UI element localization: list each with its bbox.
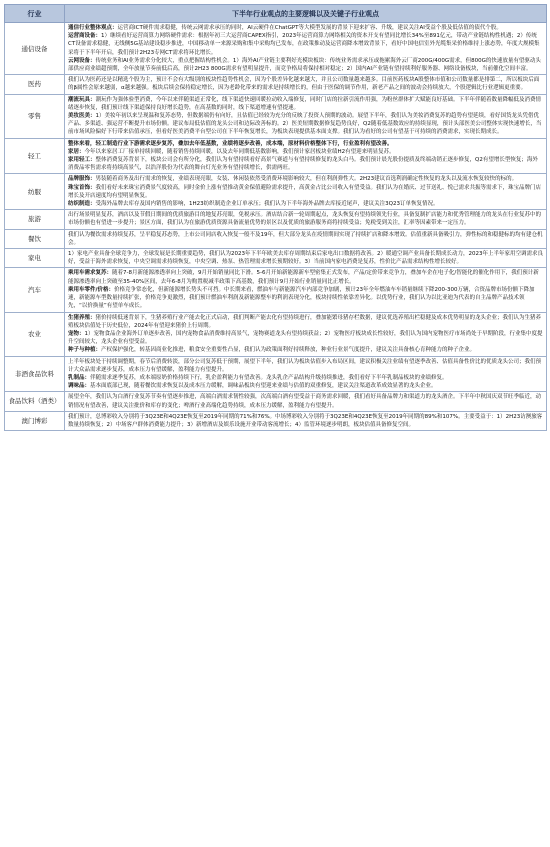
industry-cell: 非酒食品饮料 xyxy=(5,356,65,392)
paragraph-label: 潮流玩具： xyxy=(68,96,96,103)
view-paragraph xyxy=(68,184,543,200)
view-paragraph xyxy=(68,24,543,32)
industry-cell: 澳门博彩 xyxy=(5,411,65,430)
view-paragraph xyxy=(68,148,543,156)
paragraph-text: 我们认为医药还是以精选个股为主，预计不会有大级别的板块性趋势性机会，因为个股差异化越来越大，并且公司数量越来越多。目前医药板块A股整体市值和公司数量都是排第二，所以板块后面的β属性会原来越弱，α越来越强。板块后续会保持稳定增长，因为老龄化带来的需求是持续增长的，但由于医保的调节作用，新老产品之间的波动会持续放大，个股逻辑比行业逻辑更重要。 xyxy=(68,77,540,92)
view-paragraph xyxy=(68,32,543,57)
table-row xyxy=(5,229,547,248)
industry-cell: 轻工 xyxy=(5,138,65,174)
view-paragraph xyxy=(68,211,543,227)
table-row xyxy=(5,138,547,174)
paragraph-text: 潮玩作为强体验型消费，今年以来伴随渠道正常化，线下渠道快速回暖拉动收入端修复，同时门店的拉新引流作用强，为粉丝群体扩大赋能良好基础。下半年伴随着数量降幅低及消费情绪逐步恢复，我们预计线下渠道保持良好增长趋势，在高基数的同时，线下渠道增速有望提速。 xyxy=(68,96,542,111)
view-paragraph xyxy=(68,314,543,330)
table-row xyxy=(5,210,547,229)
paragraph-text: 基本面底部已现，随着餐饮需求恢复以及成本压力缓解，调味品板块有望迎来业绩与估值的双重修复，建议关注渠道改革成效显著的龙头企业。 xyxy=(90,383,437,390)
table-header-row xyxy=(5,5,547,23)
view-paragraph xyxy=(68,140,543,148)
view-cell xyxy=(65,23,547,75)
header-view: 下半年行业观点的主要逻辑以及关键子行业观点 xyxy=(65,5,547,23)
view-paragraph xyxy=(68,250,543,266)
paragraph-text: 随着7-8月新能源渗透率向上突破，9月开始销量同比下滑。5-6月开始新能源新车型密集正式发布，产品/定价带来竞争力，叠加车企在电子化/智能化的催化作用下，我们预计新能源渗透率向上突破至35-40%区间，去年6-8月为购置税减半政策下高基数，我们预计9月开始行业销量同比正增长。 xyxy=(68,270,539,285)
paragraph-label: 美妆医美： xyxy=(68,113,96,120)
paragraph-label: 纺织制造： xyxy=(68,201,96,208)
view-cell xyxy=(65,210,547,229)
view-paragraph xyxy=(68,269,543,285)
paragraph-text: 产权保护强化，转基因商业化推进，粮食安全重要性凸显，我们认为政策面利好持续释放，种业行业景气度提升，建议关注具备核心育种能力的种子企业。 xyxy=(101,347,476,354)
industry-cell: 旅游 xyxy=(5,210,65,229)
paragraph-label: 云网设备： xyxy=(68,57,96,64)
industry-cell: 食品饮料（酒类） xyxy=(5,392,65,411)
view-paragraph xyxy=(68,393,543,409)
view-cell xyxy=(65,268,547,312)
industry-cell: 汽车 xyxy=(5,268,65,312)
industry-cell: 农业 xyxy=(5,312,65,356)
paragraph-text: 受海外品牌去库存及国内销售的影响，1H23纺织制造企业订单承压；我们认为下半年海外品牌去库接近尾声，建议关注3Q23订单恢复情况。 xyxy=(95,201,439,208)
table-row xyxy=(5,94,547,138)
table-row xyxy=(5,268,547,312)
view-cell xyxy=(65,356,547,392)
view-cell xyxy=(65,138,547,174)
view-paragraph xyxy=(68,76,543,92)
view-paragraph xyxy=(68,330,543,346)
paragraph-text: 男装随着商务及出行需求的恢复，业绩表现亮眼，女装、休闲装依然受消费环境影响较大，但在利润弹性大。2H23建议首选利润确定性恢复的龙头以及流水恢复较快的标的。 xyxy=(95,176,518,183)
table-row xyxy=(5,392,547,411)
view-cell xyxy=(65,312,547,356)
paragraph-label: 整体来看，轻工制造行业下游需求逐步复苏，叠加去年低基数，业绩将逐步改善，成本端，原材料价格整体下行，行业盈利有望改善。 xyxy=(68,140,393,147)
header-industry: 行业 xyxy=(5,5,65,23)
paragraph-text: 价格竞争常态化，但新能源增长势头不可挡。中长期来看，燃油车与新能源汽车内部竞争加剧，预计23年全年燃油车车销量继续下降200-300万辆，合资品牌市场份额下降加速，新能源车型数量持续扩张，价格竞争更激烈，我们预计燃油车利润及新能源整车的利润表现分化，板块持续性依靠差异化。以优势行业，我们认为以比亚迪为代表的自主品牌产品技术领先，“以价换量”有望单车成长。 xyxy=(68,286,535,310)
paragraph-label: 品牌服饰： xyxy=(68,176,96,183)
paragraph-label: 乳制品： xyxy=(68,374,91,381)
view-cell xyxy=(65,94,547,138)
view-cell xyxy=(65,174,547,210)
paragraph-text: 整体消费复苏背景下，板块公司会有所分化，我们认为有望持续看好高景气赛道与有望持续修复的龙头白马。我们预计晨光股份提质及终端动销正逐步修复，Q2有望增长型恢复；海外消费品零售需求将持续高景气，以浩洋股份为代表的舞台灯光业务有望持续增长，供需两旺。 xyxy=(68,157,538,172)
paragraph-text: 我们预计，总博彩收入分别将于3Q23E和4Q23E恢复至2019年同期的71%和76%。中场博彩收入分别将于3Q23E和4Q23E恢复至2019年同期的89%和107%。主要受益于：1）2H23访澳旅客数量持续恢复；2）中场客户群体消费能力提升；3）新增酒店及娱乐设施开业带动客流增长；4）监管环境逐步明朗，板块估值具备修复空间。 xyxy=(68,413,543,428)
view-paragraph xyxy=(68,175,543,183)
view-paragraph xyxy=(68,96,543,112)
industry-view-table xyxy=(4,4,547,431)
view-paragraph xyxy=(68,346,543,354)
view-paragraph xyxy=(68,374,543,382)
paragraph-text: 今年以来家居工厂接单持续回暖，随着销售持续回暖，以及去年同期低基数影响，我们预计家居板块业绩H2有望迎来明显复苏。 xyxy=(84,148,395,155)
industry-cell: 餐饮 xyxy=(5,229,65,248)
paragraph-text: 运营商ICT硬件需求稳健，传统云网需求承压的同时，AI云硬件在ChatGPT等大模型发展的背景下迎来扩容、升级，建议关注AI受益个股及低估值的债代个股。 xyxy=(117,25,502,31)
paragraph-text: 展望全年，我们认为白酒行业复苏节奏有望逐步推进，高端白酒需求韧性较强，次高端白酒有望受益于商务需求回暖，我们看好具备品牌力和渠道力的龙头酒企。下半年中秋国庆双节旺季临近，动销情况有望改善，建议关注批价和库存的变化；啤酒行业高端化趋势持续，成本压力缓解，盈利能力有望提升。 xyxy=(68,394,542,409)
view-cell xyxy=(65,411,547,430)
view-cell xyxy=(65,249,547,268)
view-paragraph xyxy=(68,156,543,172)
paragraph-label: 家用轻工： xyxy=(68,157,96,164)
paragraph-text: 传统业务和AI业务需求分化较大，重点把握结构性机会。1）海外AI产业链主要利好光模块板块：传统业务需求承压或拖累海外云厂商200G/400G需求，但800G的快速放量有望驱动头部供应商业绩超预期，全年放量节奏前低后高，预计2H23 800G需求有望明显提升，而竞争格局将保持相对稳定；2）国内AI产业链有望持续利好服务器、网络设备板块，当前催化空间丰富。 xyxy=(68,57,541,73)
paragraph-label: 生猪养殖： xyxy=(68,314,96,321)
paragraph-text: 我们认为餐饮需求持续复苏，呈平稳复苏态势，上市公司同店收入恢复一般不及19年，但大部分龙头在疫情期间实现了持续扩店和降本增效。估值重新具备吸引力，弹性标的和稳健标的均有建仓机会。 xyxy=(68,231,543,246)
paragraph-text: 1）继续看好运营商算力网络硬件需求：根据年初三大运营商CAPEX指引，2023年运营商算力网络相关的资本开支有望同比增长34%至891亿元，带动产业链结构性机遇；2）传统CT设备需求稳健，无线侧5G基站建设稳步推进，中国移动单一来源采购和集中采购均已发布，在政策推动及运营商降本增效背景下，看好中国电信室外光缆集采价格维持上涨态势，年度大规模集采将于下半年开启，我们预计2H23专网CT需求将环比增长。 xyxy=(68,33,540,56)
paragraph-text: 上半年板块处于持续调整期，春节后消费转淡，部分公司复苏低于预期，展望下半年，我们认为板块估值步入布局区间，建议积极关注业绩有望逐季改善、估值具备性价比的优质龙头公司；我们预计大众品需求逐步复苏，成本压力有望缓解，盈利能力有望提升。 xyxy=(68,358,542,373)
view-paragraph xyxy=(68,231,543,247)
view-cell xyxy=(65,392,547,411)
industry-cell: 通信设备 xyxy=(5,23,65,75)
view-paragraph xyxy=(68,286,543,311)
table-row xyxy=(5,174,547,210)
view-paragraph xyxy=(68,358,543,374)
view-paragraph xyxy=(68,57,543,73)
paragraph-text: 我们看好未来珠宝消费景气度较高，同时金价上涨有望推动黄金保值避险需求提升，高黄金占比公司收入有望受益。我们认为在婚庆、过节送礼、悦己需求共振等需求下，珠宝品牌门店增长及开店速度均有望明显恢复。 xyxy=(68,184,542,199)
paragraph-text: 伴随需求逐季复苏，成本端原奶价格持续下行，乳企盈利能力有望改善。龙头乳企产品结构升级持续推进，我们看好下半年乳制品板块的业绩修复。 xyxy=(90,374,448,381)
paragraph-label: 乘用车需求复苏： xyxy=(68,270,113,277)
paragraph-text: 出行场景明显复苏，酒店以及节假日期间的优质旅游目的地复苏亮眼，免税承压。酒店结合新一轮周期起点，龙头恢复有望持续领先行业，具备复制扩店能力和优秀管理能力的龙头在行业复苏中的市场份额也有望进一步提升；景区方面，我们认为在旅游优质资源具备流量优势的景区以及优质的旅游服务商将持续受益；免税受到关注，汇率等因素带来一定压力。 xyxy=(68,212,542,227)
view-paragraph xyxy=(68,382,543,390)
table-row xyxy=(5,75,547,94)
table-row xyxy=(5,356,547,392)
paragraph-text: 1）家电产业具备全球竞争力，全球发展是长期重要趋势，我们认为2023年下半年欧美去库存周期结束后家电出口数据将改善。2）暖通空调产业具备长期成长动力，2023年上半年家用空调需求良好，受益于海外需求恢复，中央空调需求持续恢复，中央空调、热泵、热管理需求增长预期较好。3）当前国内家电消费是复苏，性价比产品需求结构性增长较好。 xyxy=(68,251,543,266)
table-row xyxy=(5,411,547,430)
industry-cell: 医药 xyxy=(5,75,65,94)
paragraph-text: 1）美妆年初以来呈现温和复苏态势，但数据端仍有向好，且估值已经较为充分的反映了投资人预期的波动。展望下半年，我们认为美妆消费复苏的趋势有望延续，看好国货龙头凭借优产品、多渠道、强运营不断提升市场份额。建议布局低估值的龙头公司和边际改善标的。2）医美短期数据修复趋势良好，Q2随着低基数效应的持续显现，预计头部医美公司整体实现快速增长，当前市场风险偏好下行带来估值承压，但看好医美消费平台型公司在下半年恢复增长，为板块表现提供基本面支撑。我们认为看好的公司有望基于可持续的消费需求，实现长期成长。 xyxy=(68,113,542,136)
paragraph-text: 1）宠物食品企业海外订单逐步改善，国内宠物食品消费维持高景气，宠物赛道龙头有望持续获益；2）宠物医疗板块成长性较好，我们认为国内宠物医疗市场尚处于早期阶段，行业集中度提升空间较大，龙头企业有望受益。 xyxy=(68,330,543,346)
paragraph-label: 家居： xyxy=(68,148,85,155)
paragraph-label: 宠物： xyxy=(68,330,85,337)
table-row xyxy=(5,23,547,75)
paragraph-label: 珠宝首饰： xyxy=(68,184,96,191)
view-cell xyxy=(65,229,547,248)
industry-cell: 零售 xyxy=(5,94,65,138)
view-paragraph xyxy=(68,413,543,429)
paragraph-label: 运营商设备： xyxy=(68,33,102,40)
paragraph-text: 猪价持续低迷背景下，生猪养殖行业产能去化正式启动，我们判断产能去化有望持续进行，叠加能繁母猪存栏数据，建议优选养殖出栏稳健及成本优势明显的龙头企业；我们认为生猪养殖板块估值处于历史低位，2024年有望迎来猪价上行周期。 xyxy=(68,314,542,329)
table-row xyxy=(5,312,547,356)
view-paragraph xyxy=(68,200,543,208)
paragraph-label: 乘用车零件/价格： xyxy=(68,286,115,293)
industry-cell: 家电 xyxy=(5,249,65,268)
table-row xyxy=(5,249,547,268)
view-cell xyxy=(65,75,547,94)
industry-cell: 纺服 xyxy=(5,174,65,210)
paragraph-label: 种子与种植： xyxy=(68,347,102,354)
view-paragraph xyxy=(68,112,543,137)
paragraph-label: 通信行业整体观点： xyxy=(68,25,118,31)
paragraph-label: 调味品： xyxy=(68,383,91,390)
